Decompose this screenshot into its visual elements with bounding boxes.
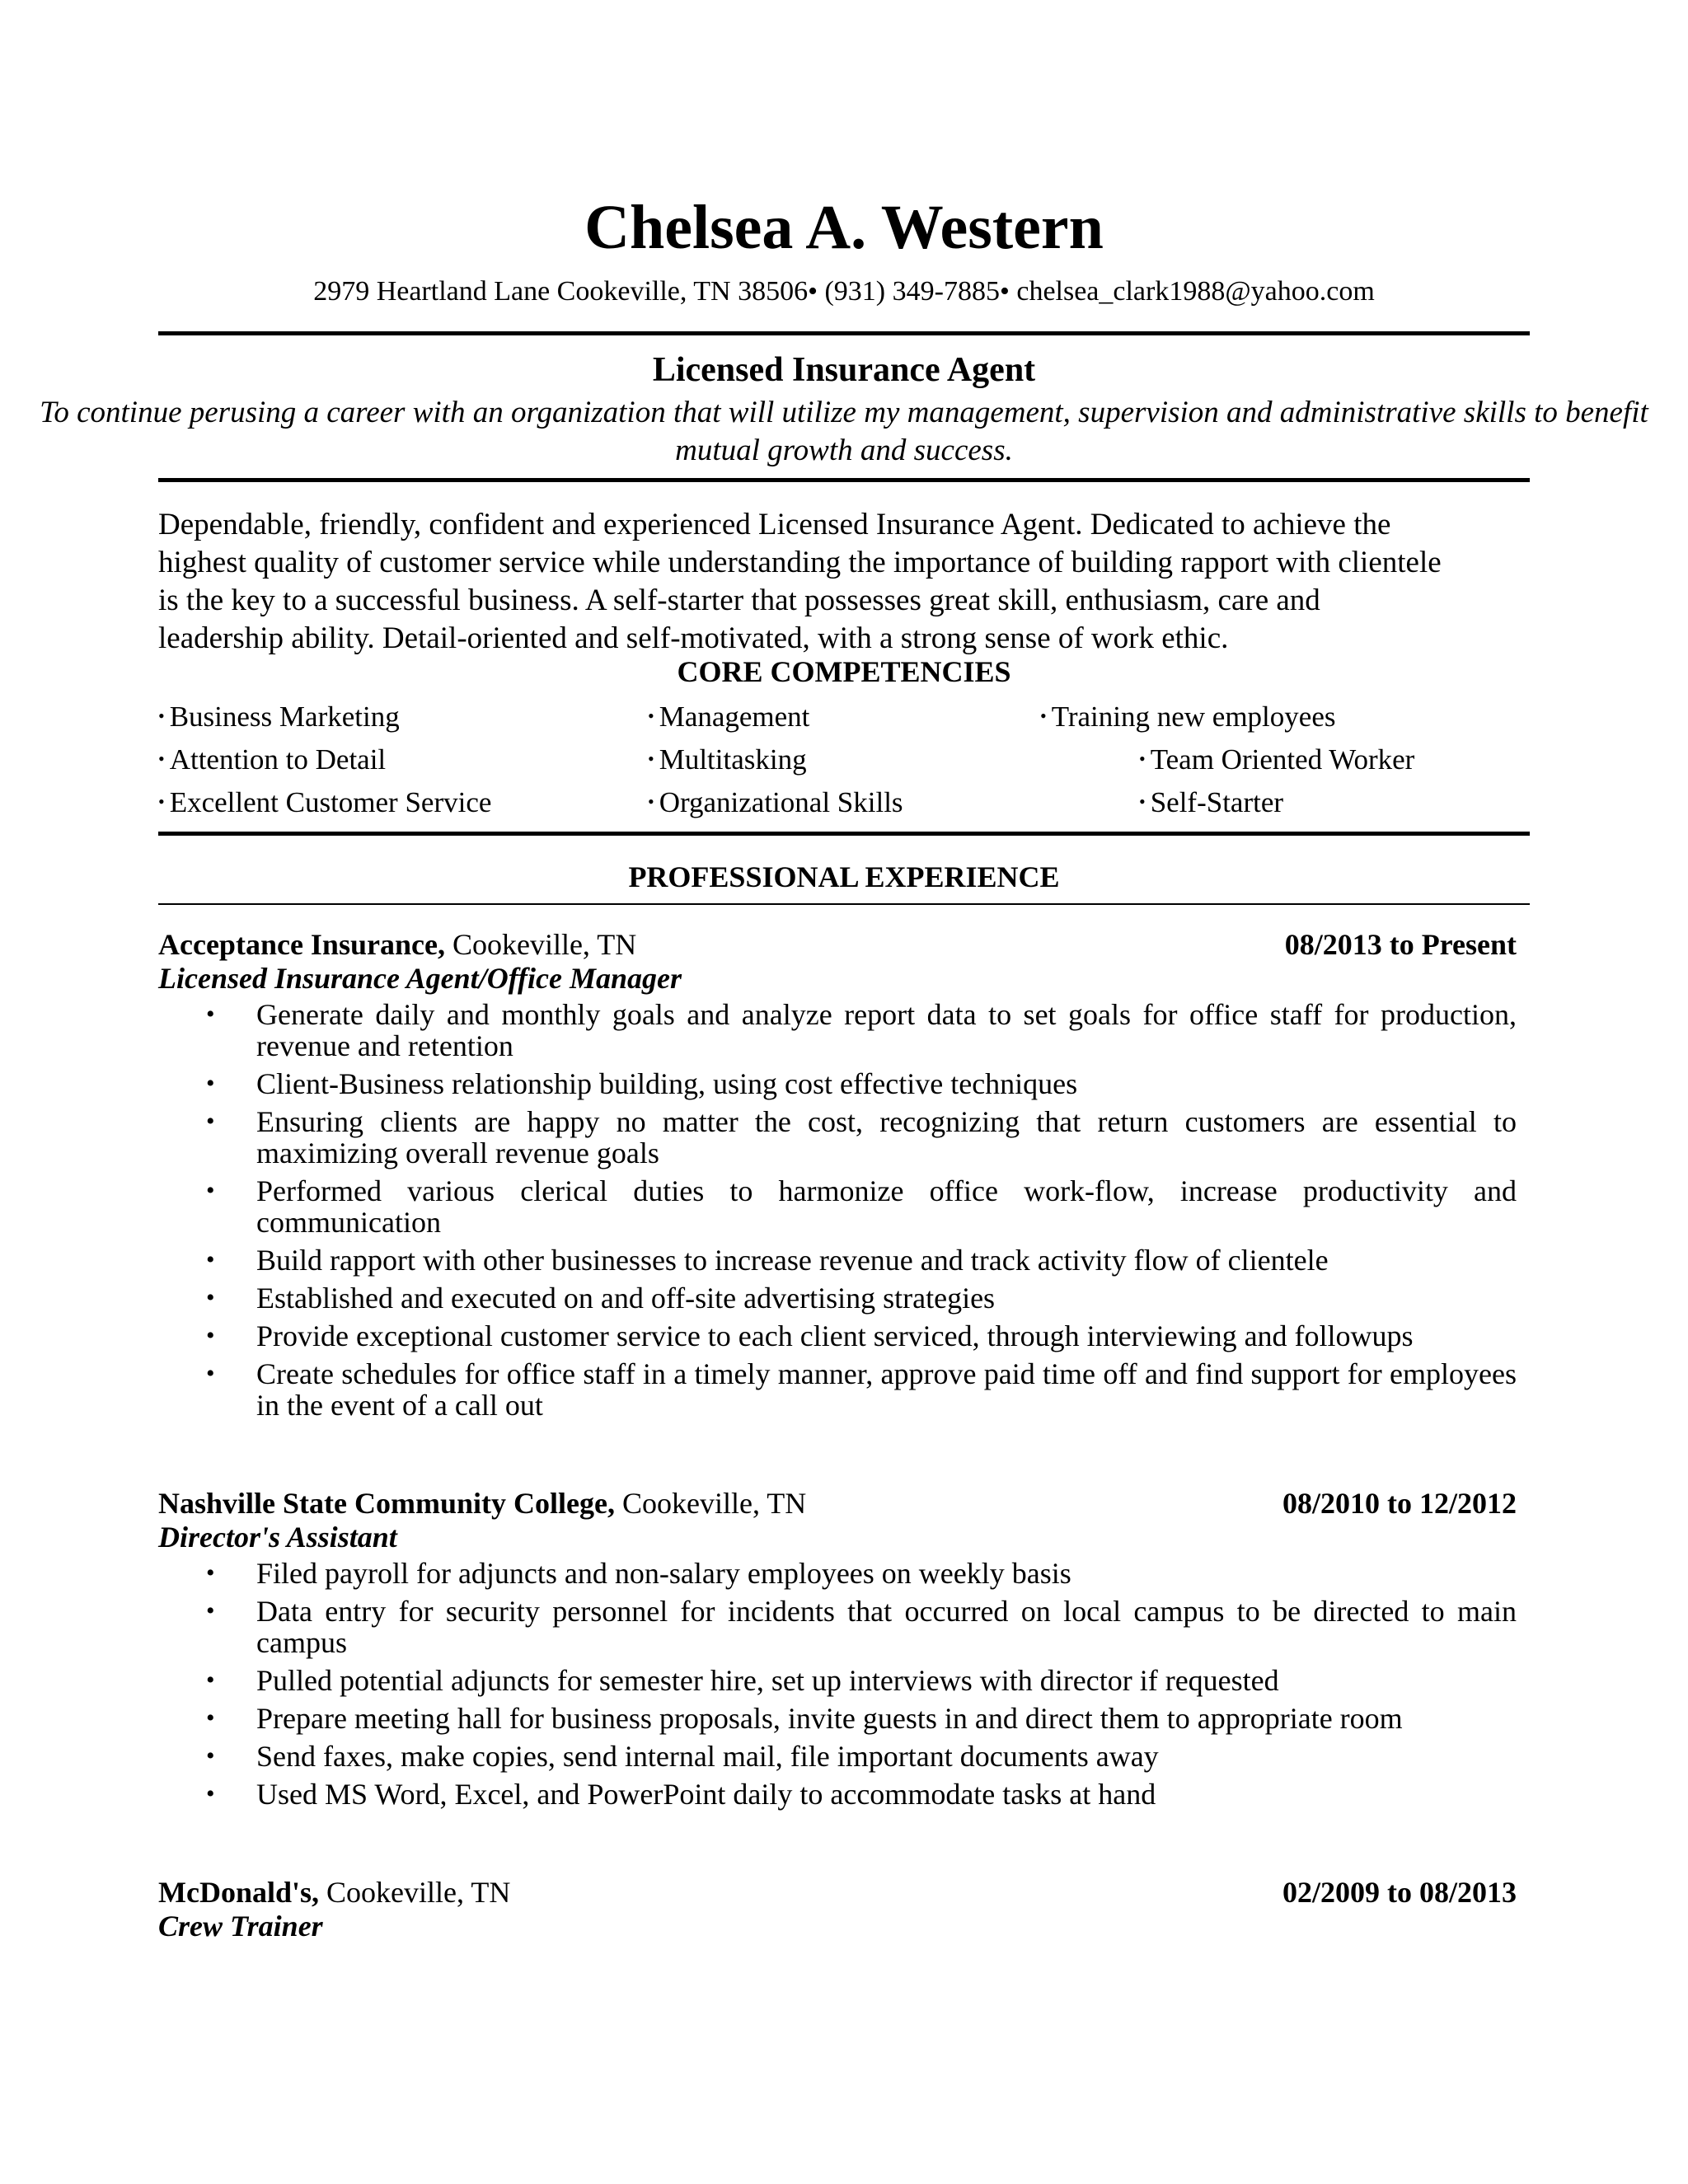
contact-info: 2979 Heartland Lane Cookeville, TN 38506• (931) 349-7885• chelsea_clark1988@yahoo.com bbox=[313, 276, 1375, 307]
job-duty bbox=[158, 1779, 1517, 1810]
job-location: Cookeville, TN bbox=[319, 1876, 511, 1909]
professional-summary bbox=[158, 506, 1530, 658]
summary-line: highest quality of customer service while understanding the importance of building rapport with clientele bbox=[158, 546, 1442, 579]
job-duty-text: Performed various clerical duties to harmonize office work-flow, increase productivity and communication bbox=[256, 1174, 1517, 1239]
job-duty bbox=[158, 1741, 1517, 1772]
summary-line: Dependable, friendly, confident and experienced Licensed Insurance Agent. Dedicated to achieve the bbox=[158, 508, 1391, 541]
job-duty bbox=[158, 1596, 1517, 1658]
company-name: Nashville State Community College, bbox=[158, 1487, 615, 1520]
bullet-icon: • bbox=[1040, 705, 1047, 726]
bullet-icon: • bbox=[206, 1666, 215, 1694]
job-duty-text: Used MS Word, Excel, and PowerPoint daily to accommodate tasks at hand bbox=[256, 1778, 1156, 1811]
job-header bbox=[158, 1877, 1517, 1907]
competency-label: Excellent Customer Service bbox=[169, 786, 492, 818]
job-duty-text: Create schedules for office staff in a timely manner, approve paid time off and find support for employees in the event of a call out bbox=[256, 1357, 1517, 1422]
job-duty bbox=[158, 1358, 1517, 1421]
bullet-icon: • bbox=[206, 1704, 215, 1732]
bullet-icon: • bbox=[206, 1360, 215, 1387]
job-duty bbox=[158, 1068, 1517, 1099]
job-role: Director's Assistant bbox=[158, 1521, 397, 1554]
experience-divider bbox=[158, 903, 1530, 905]
bullet-icon: • bbox=[648, 748, 654, 769]
competency-item bbox=[648, 745, 807, 774]
competency-label: Self-Starter bbox=[1150, 786, 1284, 818]
bullet-icon: • bbox=[206, 1108, 215, 1135]
bullet-icon: • bbox=[206, 1780, 215, 1807]
competency-label: Team Oriented Worker bbox=[1150, 743, 1415, 776]
job-duty bbox=[158, 999, 1517, 1062]
competency-item bbox=[158, 788, 491, 817]
summary-line: is the key to a successful business. A self-starter that possesses great skill, enthusiasm, care and bbox=[158, 583, 1320, 617]
competency-label: Attention to Detail bbox=[169, 743, 387, 776]
competency-item bbox=[158, 745, 386, 774]
competency-label: Multitasking bbox=[659, 743, 807, 776]
bullet-icon: • bbox=[648, 705, 654, 726]
job-dates: 02/2009 to 08/2013 bbox=[1282, 1876, 1517, 1909]
bullet-icon: • bbox=[206, 1742, 215, 1769]
bullet-icon: • bbox=[1139, 748, 1146, 769]
objective-divider bbox=[158, 478, 1530, 482]
experience-heading: PROFESSIONAL EXPERIENCE bbox=[628, 860, 1060, 893]
job-duty-text: Prepare meeting hall for business proposals, invite guests in and direct them to appropriate room bbox=[256, 1702, 1403, 1735]
job-duty bbox=[158, 1106, 1517, 1169]
objective-text: To continue perusing a career with an organization that will utilize my management, supervision and administrative skills to benefit mutual growth and success. bbox=[40, 396, 1648, 467]
job-header bbox=[158, 1488, 1517, 1518]
bullet-icon: • bbox=[158, 748, 165, 769]
company-name: Acceptance Insurance, bbox=[158, 928, 445, 961]
bullet-icon: • bbox=[648, 791, 654, 812]
job-duty bbox=[158, 1282, 1517, 1314]
objective-statement bbox=[0, 394, 1688, 470]
job-duty-text: Established and executed on and off-site advertising strategies bbox=[256, 1282, 996, 1315]
job-duty-text: Filed payroll for adjuncts and non-salary employees on weekly basis bbox=[256, 1557, 1071, 1590]
job-dates: 08/2010 to 12/2012 bbox=[1282, 1487, 1517, 1520]
bullet-icon: • bbox=[206, 1559, 215, 1586]
job-duty-text: Provide exceptional customer service to each client serviced, through interviewing and followups bbox=[256, 1319, 1414, 1352]
job-duty-text: Ensuring clients are happy no matter the cost, recognizing that return customers are essential to maximizing overall revenue goals bbox=[256, 1105, 1517, 1169]
job-duty bbox=[158, 1558, 1517, 1589]
candidate-name: Chelsea A. Western bbox=[584, 193, 1104, 262]
bullet-icon: • bbox=[206, 1597, 215, 1624]
job-duties-list bbox=[158, 1558, 1517, 1816]
competency-item bbox=[648, 702, 809, 731]
job-duty-text: Data entry for security personnel for incidents that occurred on local campus to be directed to main campus bbox=[256, 1595, 1517, 1659]
job-duty-text: Build rapport with other businesses to increase revenue and track activity flow of clientele bbox=[256, 1244, 1329, 1277]
job-location: Cookeville, TN bbox=[614, 1487, 807, 1520]
company-name: McDonald's, bbox=[158, 1876, 320, 1909]
bullet-icon: • bbox=[206, 1322, 215, 1349]
competency-label: Management bbox=[659, 701, 810, 733]
bullet-icon: • bbox=[206, 1177, 215, 1204]
job-dates: 08/2013 to Present bbox=[1284, 928, 1517, 961]
bullet-icon: • bbox=[206, 1246, 215, 1273]
job-duties-list bbox=[158, 999, 1517, 1427]
job-duty bbox=[158, 1244, 1517, 1276]
job-duty-text: Send faxes, make copies, send internal mail, file important documents away bbox=[256, 1740, 1159, 1773]
competencies-divider bbox=[158, 832, 1530, 836]
competency-item bbox=[158, 702, 400, 731]
job-role: Licensed Insurance Agent/Office Manager bbox=[158, 962, 682, 995]
competency-label: Business Marketing bbox=[169, 701, 400, 733]
job-duty bbox=[158, 1175, 1517, 1238]
header-divider bbox=[158, 331, 1530, 335]
job-location: Cookeville, TN bbox=[444, 928, 637, 961]
competency-item bbox=[648, 788, 903, 817]
job-duty-text: Client-Business relationship building, using cost effective techniques bbox=[256, 1067, 1078, 1100]
job-duty-text: Pulled potential adjuncts for semester hire, set up interviews with director if requested bbox=[256, 1664, 1279, 1697]
competency-label: Organizational Skills bbox=[659, 786, 903, 818]
competency-label: Training new employees bbox=[1051, 701, 1336, 733]
bullet-icon: • bbox=[158, 791, 165, 812]
core-competencies-heading: CORE COMPETENCIES bbox=[677, 655, 1011, 688]
job-duty bbox=[158, 1665, 1517, 1696]
bullet-icon: • bbox=[158, 705, 165, 726]
bullet-icon: • bbox=[206, 1284, 215, 1311]
competency-item bbox=[1139, 745, 1414, 774]
job-role: Crew Trainer bbox=[158, 1910, 323, 1943]
summary-line: leadership ability. Detail-oriented and self-motivated, with a strong sense of work ethic. bbox=[158, 621, 1229, 655]
job-duty-text: Generate daily and monthly goals and analyze report data to set goals for office staff for production, revenue and retention bbox=[256, 998, 1517, 1062]
bullet-icon: • bbox=[206, 1070, 215, 1097]
bullet-icon: • bbox=[206, 1001, 215, 1028]
competency-item bbox=[1139, 788, 1283, 817]
job-duty bbox=[158, 1703, 1517, 1734]
competency-item bbox=[1040, 702, 1335, 731]
bullet-icon: • bbox=[1139, 791, 1146, 812]
job-duty bbox=[158, 1320, 1517, 1352]
job-header bbox=[158, 930, 1517, 959]
job-title: Licensed Insurance Agent bbox=[652, 351, 1036, 389]
